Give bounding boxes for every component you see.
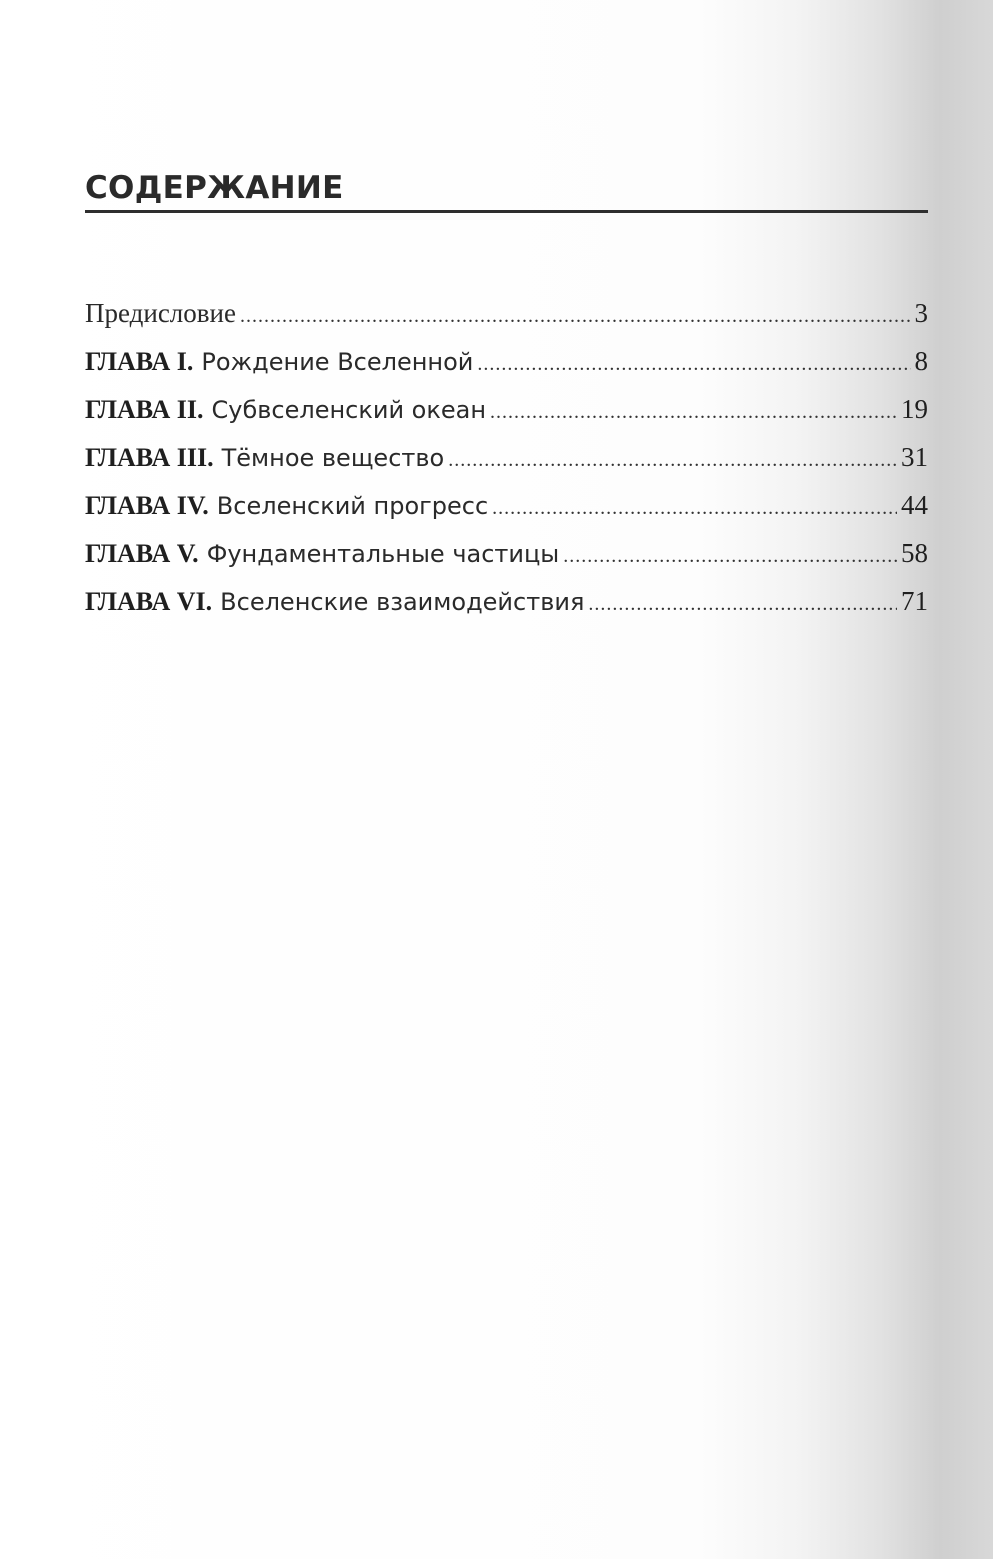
toc-entry-chapter: ГЛАВА IV. (85, 491, 209, 520)
toc-entry-chapter-5[interactable] (85, 529, 928, 577)
toc-entry-chapter-2[interactable] (85, 385, 928, 433)
toc-entry-chapter-3[interactable] (85, 433, 928, 481)
dot-leader (492, 484, 897, 532)
toc-entry-page: 8 (914, 346, 928, 376)
toc-entry-preface[interactable] (85, 289, 928, 337)
toc-entry-chapter: ГЛАВА I. (85, 347, 194, 376)
toc-entry-title: Предисловие (85, 298, 236, 328)
table-of-contents (85, 168, 928, 625)
toc-entry-chapter: ГЛАВА VI. (85, 587, 213, 616)
toc-entry-page: 3 (914, 298, 928, 328)
toc-entry-title: Рождение Вселенной (201, 348, 474, 376)
toc-entry-title: Фундаментальные частицы (206, 540, 560, 568)
dot-leader (588, 580, 897, 628)
toc-entry-title: Вселенский прогресс (216, 492, 489, 520)
toc-entry-chapter-1[interactable] (85, 337, 928, 385)
toc-entry-chapter: ГЛАВА III. (85, 443, 214, 472)
toc-entry-page: 58 (901, 538, 928, 568)
toc-entry-title: Субвселенский океан (211, 396, 487, 424)
toc-list (85, 289, 928, 625)
dot-leader (448, 436, 897, 484)
dot-leader (477, 340, 910, 388)
dot-leader (240, 292, 911, 340)
toc-entry-chapter: ГЛАВА V. (85, 539, 199, 568)
toc-entry-page: 31 (901, 442, 928, 472)
dot-leader (490, 388, 897, 436)
toc-entry-page: 44 (901, 490, 928, 520)
toc-entry-chapter-4[interactable] (85, 481, 928, 529)
toc-heading: СОДЕРЖАНИЕ (85, 168, 928, 213)
toc-entry-title: Вселенские взаимодействия (220, 588, 585, 616)
toc-entry-chapter-6[interactable] (85, 577, 928, 625)
toc-entry-title: Тёмное вещество (221, 444, 445, 472)
dot-leader (563, 532, 897, 580)
toc-entry-chapter: ГЛАВА II. (85, 395, 204, 424)
toc-entry-page: 71 (901, 586, 928, 616)
toc-entry-page: 19 (901, 394, 928, 424)
